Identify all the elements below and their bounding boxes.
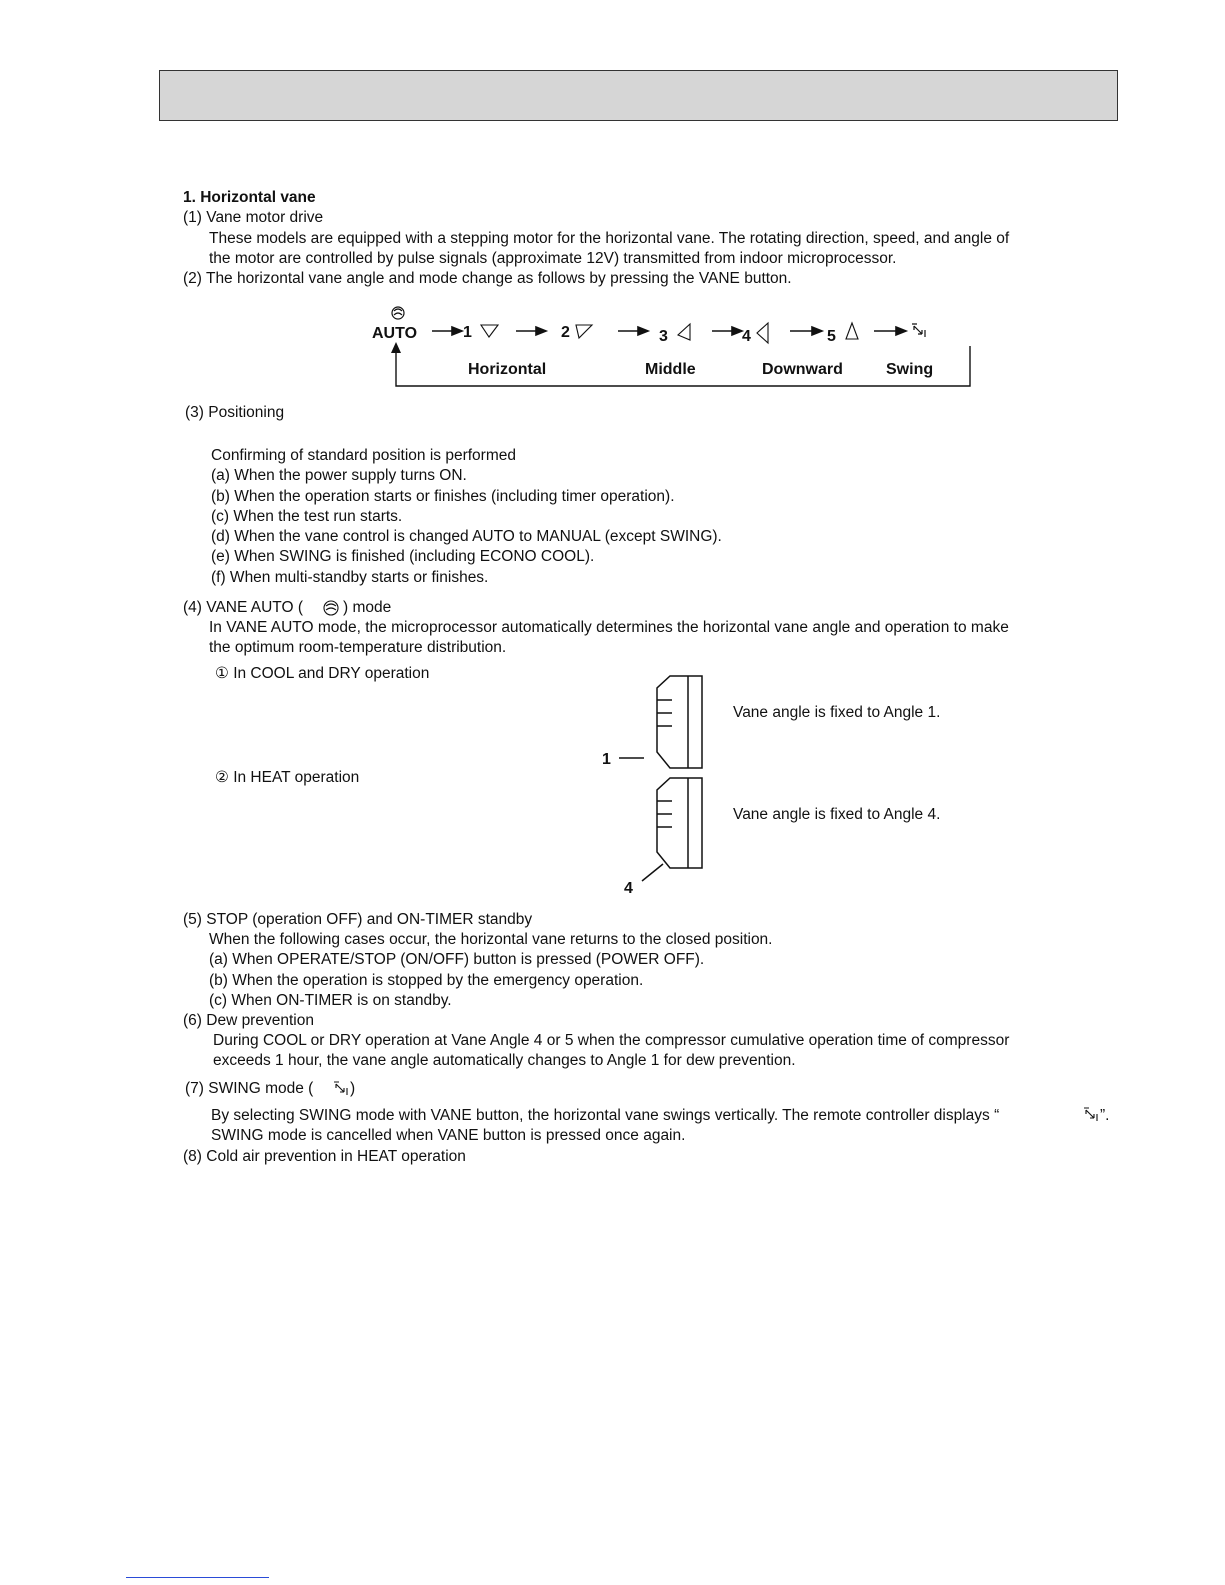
angle-2-icon [576, 325, 592, 338]
auto-label: AUTO [372, 325, 418, 342]
swing-heading-pre: (7) SWING mode ( [185, 1080, 314, 1097]
vane-auto-heading-post: ) mode [343, 599, 392, 616]
vane-change-heading: (2) The horizontal vane angle and mode change as follows by pressing the VANE button. [183, 270, 792, 287]
positioning-heading: (3) Positioning [185, 404, 285, 421]
group-swing-label: Swing [886, 361, 934, 378]
cool-dry-label: ① In COOL and DRY operation [215, 665, 430, 682]
swing-heading-post: ) [350, 1080, 356, 1097]
dew-line-2: exceeds 1 hour, the vane angle automatically changes to Angle 1 for dew prevention. [213, 1052, 796, 1069]
positioning-item: (f) When multi-standby starts or finishes. [211, 569, 489, 586]
cool-dry-note: Vane angle is fixed to Angle 1. [733, 704, 941, 721]
angle-5-icon [846, 323, 858, 339]
stop-item: (b) When the operation is stopped by the emergency operation. [209, 972, 644, 989]
step-3-label: 3 [659, 328, 668, 345]
angle-3-icon [678, 324, 690, 340]
group-downward-label: Downward [762, 361, 843, 378]
angle-1-icon [481, 325, 498, 337]
vane-motor-heading: (1) Vane motor drive [183, 209, 324, 226]
heat-label: ② In HEAT operation [215, 769, 360, 786]
swing-icon [912, 324, 925, 337]
swing-line-1-pre: By selecting SWING mode with VANE button, the horizontal vane swings vertically. The remote controller displays “ [211, 1107, 1000, 1124]
positioning-item: (d) When the vane control is changed AUTO to MANUAL (except SWING). [211, 528, 722, 545]
heat-note: Vane angle is fixed to Angle 4. [733, 806, 941, 823]
swing-line-1-post: ”. [1100, 1107, 1110, 1124]
auto-vane-inline-icon [324, 601, 338, 615]
step-2-label: 2 [561, 324, 570, 341]
swing-display-icon [1084, 1108, 1097, 1121]
vane-motor-line-1: These models are equipped with a stepping motor for the horizontal vane. The rotating direction, speed, and angle of [209, 230, 1010, 247]
group-middle-label: Middle [645, 361, 696, 378]
group-horizontal-label: Horizontal [468, 361, 547, 378]
vane-auto-heading-pre: (4) VANE AUTO ( [183, 599, 304, 616]
stop-item: (a) When OPERATE/STOP (ON/OFF) button is pressed (POWER OFF). [209, 951, 705, 968]
vane-angle-1-label: 1 [602, 751, 611, 768]
footer-link-underline[interactable] [126, 1577, 269, 1578]
positioning-item: (c) When the test run starts. [211, 508, 403, 525]
step-5-label: 5 [827, 328, 836, 345]
stop-item: (c) When ON-TIMER is on standby. [209, 992, 452, 1009]
positioning-intro: Confirming of standard position is performed [211, 447, 516, 464]
positioning-item: (e) When SWING is finished (including ECONO COOL). [211, 548, 595, 565]
dew-heading: (6) Dew prevention [183, 1012, 314, 1029]
section-heading: 1. Horizontal vane [183, 189, 316, 206]
positioning-item: (a) When the power supply turns ON. [211, 467, 467, 484]
vane-motor-line-2: the motor are controlled by pulse signals (approximate 12V) transmitted from indoor microprocessor. [209, 250, 897, 267]
positioning-item: (b) When the operation starts or finishes (including timer operation). [211, 488, 675, 505]
vane-angle-4-diagram [642, 778, 702, 881]
swing-line-2: SWING mode is cancelled when VANE button is pressed once again. [211, 1127, 686, 1144]
vane-auto-line-1: In VANE AUTO mode, the microprocessor automatically determines the horizontal vane angle and operation to make [209, 619, 1009, 636]
cold-air-heading: (8) Cold air prevention in HEAT operation [183, 1148, 466, 1165]
step-1-label: 1 [463, 324, 472, 341]
auto-vane-icon [392, 307, 404, 319]
dew-line-1: During COOL or DRY operation at Vane Angle 4 or 5 when the compressor cumulative operation time of compressor [213, 1032, 1010, 1049]
vane-auto-line-2: the optimum room-temperature distribution. [209, 639, 507, 656]
vane-angle-1-diagram [619, 676, 702, 768]
angle-4-icon [757, 323, 768, 343]
stop-intro: When the following cases occur, the horizontal vane returns to the closed position. [209, 931, 773, 948]
swing-inline-icon [334, 1082, 347, 1095]
step-4-label: 4 [742, 328, 751, 345]
stop-heading: (5) STOP (operation OFF) and ON-TIMER standby [183, 911, 533, 928]
vane-angle-4-label: 4 [624, 880, 633, 897]
